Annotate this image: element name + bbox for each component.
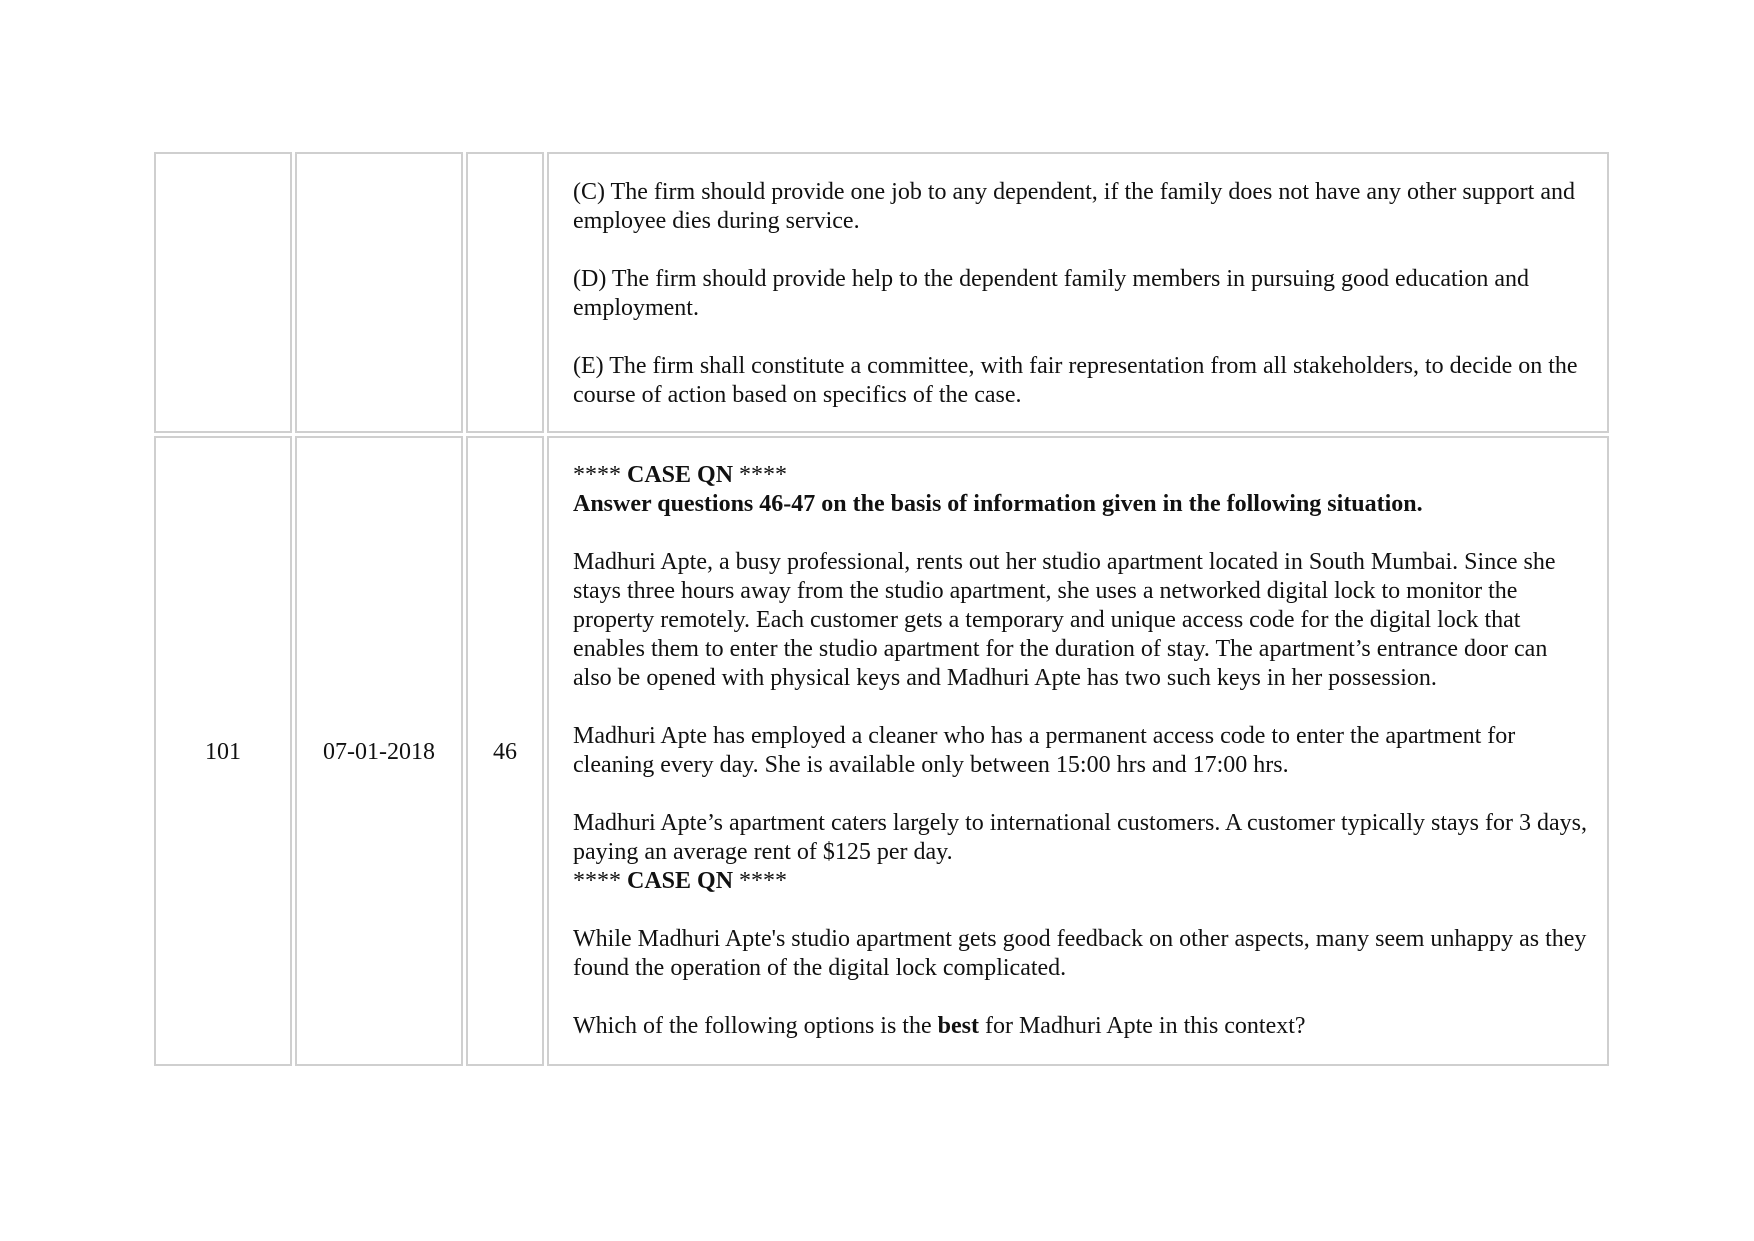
row2-id: 101 — [205, 739, 241, 765]
case-marker-label: CASE QN — [627, 868, 734, 894]
options-block — [573, 178, 1587, 410]
question-emphasis: best — [937, 1013, 979, 1039]
case-paragraph-3: Madhuri Apte’s apartment caters largely to international customers. A customer typically stays for 3 days, paying an average rent of $125 per day. — [573, 810, 1587, 865]
row2-id-cell — [154, 436, 292, 1066]
case-paragraph-1: Madhuri Apte, a busy professional, rents out her studio apartment located in South Mumbai. Since she stays three hours away from the studio apartment, she uses a networked digital lock to monitor the property remotely. Each customer gets a temporary and unique access code for the digital lock that enables them to enter the studio apartment for the duration of stay. The apartment’s entrance door can also be opened with physical keys and Madhuri Apte has two such keys in her possession. — [573, 549, 1556, 691]
row2-qno: 46 — [493, 739, 517, 765]
case-marker-stars-end: **** — [739, 462, 788, 488]
option-e: (E) The firm shall constitute a committee, with fair representation from all stakeholders, to decide on the course of action based on specifics of the case. — [573, 353, 1578, 408]
row2-content-cell — [547, 436, 1609, 1066]
row2-date: 07-01-2018 — [323, 739, 435, 765]
row1-qno-cell — [466, 152, 544, 433]
case-marker-label: CASE QN — [627, 462, 734, 488]
case-marker-stars: **** — [573, 462, 621, 488]
option-d: (D) The firm should provide help to the dependent family members in pursuing good education and employment. — [573, 266, 1530, 321]
case-marker-stars-end: **** — [739, 868, 788, 894]
case-marker-top — [573, 461, 1587, 490]
row2-date-cell — [295, 436, 463, 1066]
case-marker-bottom — [573, 867, 1587, 896]
case-instruction: Answer questions 46-47 on the basis of information given in the following situation. — [573, 491, 1423, 517]
row1-date-cell — [295, 152, 463, 433]
row2-qno-cell — [466, 436, 544, 1066]
row1-id-cell — [154, 152, 292, 433]
case-block — [573, 461, 1587, 1041]
case-marker-stars: **** — [573, 868, 621, 894]
row1-content-cell — [547, 152, 1609, 433]
option-c: (C) The firm should provide one job to any dependent, if the family does not have any other support and employee dies during service. — [573, 179, 1575, 234]
question-context: While Madhuri Apte's studio apartment gets good feedback on other aspects, many seem unhappy as they found the operation of the digital lock complicated. — [573, 926, 1587, 981]
question-stem: Which of the following options is the best for Madhuri Apte in this context? — [573, 1013, 1306, 1039]
case-paragraph-2: Madhuri Apte has employed a cleaner who has a permanent access code to enter the apartment for cleaning every day. She is available only between 15:00 hrs and 17:00 hrs. — [573, 723, 1516, 778]
